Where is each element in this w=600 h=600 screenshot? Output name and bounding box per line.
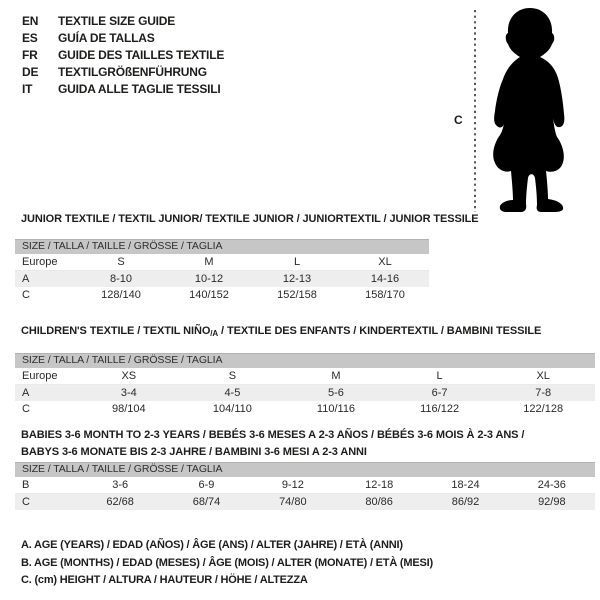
language-code: EN [22,14,39,28]
size-bar: SIZE / TALLA / TAILLE / GRÖSSE / TAGLIA [15,239,429,254]
section-title [21,323,595,342]
table-cell: S [228,370,237,382]
table-row [15,287,429,303]
title-text: BABIES 3-6 MONTH TO 2-3 YEARS / BEBÉS 3-6 MESES A 2-3 AÑOS / BÉBÉS 3-6 MOIS À 2-3 ANS / [21,429,525,441]
row-label: B [22,479,30,491]
table-cell: 104/110 [212,403,252,415]
language-label: TEXTILGRÖßENFÜHRUNG [58,65,207,79]
title-text: BABYS 3-6 MONATE BIS 2-3 JAHRE / BAMBINI 3-6 MESI A 2-3 ANNI [21,446,367,458]
language-list [22,13,224,98]
section-title-line [21,323,595,342]
table-row [15,401,595,417]
table-cell: 80/86 [365,496,393,508]
row-label: Europe [22,370,58,382]
table-cell: 140/152 [189,289,229,301]
footnote-legend [21,537,433,590]
table-cell: 9-12 [281,479,304,491]
measure-label-c: C [454,113,463,127]
language-row [22,64,224,81]
table-row [15,385,595,401]
baby-silhouette-shape [493,8,564,212]
footnote-a: A. AGE (YEARS) / EDAD (AÑOS) / ÂGE (ANS) / ALTER (JAHRE) / ETÀ (ANNI) [21,539,403,551]
section-title [21,211,479,228]
footnote-b: B. AGE (MONTHS) / EDAD (MESES) / ÂGE (MOIS) / ALTER (MONATE) / ETÀ (MESI) [21,556,433,569]
row-label: C [22,496,30,508]
table-cell: 92/98 [538,496,566,508]
table-cell: 74/80 [279,496,307,508]
section-title-line [21,444,595,461]
table-cell: 128/140 [101,289,141,301]
table-cell: 12-18 [365,479,394,491]
language-code: ES [22,31,38,45]
section-childrens-textile [15,323,595,417]
table-cell: L [293,256,301,268]
language-row [22,30,224,47]
language-code: FR [22,48,38,62]
table-cell: 3-4 [120,387,137,399]
language-row [22,13,224,30]
table-cell: 68/74 [192,496,221,508]
row-label: Europe [22,256,58,268]
children-size-table [15,353,595,417]
footnote-c: C. (cm) HEIGHT / ALTURA / HAUTEUR / HÖHE / ALTEZZA [21,574,308,586]
table-cell: 152/158 [277,289,317,301]
table-cell: M [331,370,341,382]
row-label: C [22,289,30,301]
height-measure-figure [442,4,590,216]
table-cell: 158/170 [365,289,405,301]
table-cell: 24-36 [537,479,566,491]
table-cell: 10-12 [194,273,224,285]
row-label: A [22,387,30,399]
language-code: IT [22,82,33,96]
table-row [15,254,429,271]
table-row [15,271,429,287]
language-code: DE [22,65,39,79]
table-row [15,494,595,510]
table-cell: 18-24 [451,479,480,491]
table-cell: XL [378,256,392,268]
junior-size-table [15,239,429,303]
size-bar: SIZE / TALLA / TAILLE / GRÖSSE / TAGLIA [15,353,595,368]
table-cell: 110/116 [316,403,356,415]
table-cell: L [436,370,443,382]
table-cell: 12-13 [282,273,312,285]
table-cell: 4-5 [224,387,241,399]
section-junior-textile [15,211,479,303]
table-row [15,477,595,494]
table-cell: 6-7 [431,387,448,399]
title-text: JUNIOR TEXTILE / TEXTIL JUNIOR/ TEXTILE JUNIOR / JUNIORTEXTIL / JUNIOR TESSILE [21,213,479,225]
table-cell: 62/68 [106,496,134,508]
table-rows [15,368,595,417]
table-rows [15,477,595,510]
language-row [22,47,224,64]
table-cell: 98/104 [111,403,146,415]
language-label: TEXTILE SIZE GUIDE [58,14,176,28]
section-title [21,427,595,461]
section-title-line [21,211,479,228]
section-babies-textile [15,427,595,510]
table-cell: S [117,256,125,268]
title-text: / TEXTILE DES ENFANTS / KINDERTEXTIL / BAMBINI TESSILE [218,325,542,337]
language-label: GUÍA DE TALLAS [58,31,155,45]
table-cell: M [204,256,214,268]
baby-silhouette-icon [442,4,590,216]
table-cell: 86/92 [451,496,480,508]
row-label: C [22,403,30,415]
table-cell: XS [121,370,137,382]
table-cell: XL [536,370,550,382]
title-text: /A [210,329,219,338]
table-cell: 8-10 [109,273,133,285]
section-title-line [21,427,595,444]
table-cell: 6-9 [198,479,215,491]
table-row [15,368,595,385]
table-cell: 7-8 [535,387,552,399]
language-label: GUIDE DES TAILLES TEXTILE [58,48,225,62]
row-label: A [22,273,30,285]
table-cell: 5-6 [328,387,344,399]
language-label: GUIDA ALLE TAGLIE TESSILI [58,82,221,96]
table-rows [15,254,429,303]
language-row [22,81,224,98]
title-text: CHILDREN'S TEXTILE / TEXTIL NIÑO [21,325,211,337]
table-cell: 3-6 [112,479,129,491]
table-cell: 122/128 [523,403,564,415]
babies-size-table [15,462,595,510]
table-cell: 116/122 [420,403,460,415]
size-bar: SIZE / TALLA / TAILLE / GRÖSSE / TAGLIA [15,462,595,477]
table-cell: 14-16 [370,273,400,285]
